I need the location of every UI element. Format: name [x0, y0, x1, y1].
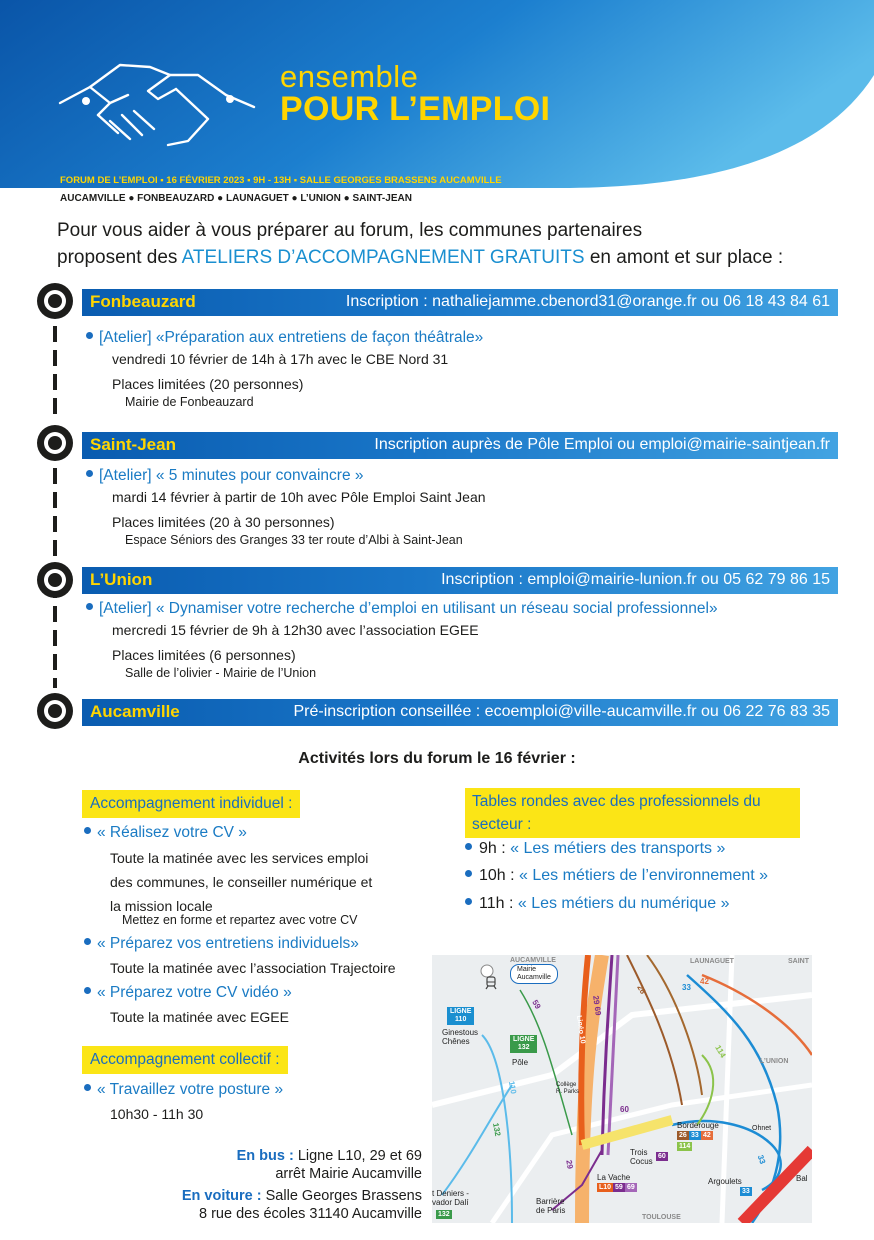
access-car-line2: 8 rue des écoles 31140 Aucamville [198, 1206, 422, 1222]
individuel-item-cv-video [84, 984, 292, 1002]
timeline-node-1 [37, 283, 73, 319]
map-badge: 33 [742, 1188, 750, 1195]
table-ronde-numerique [465, 895, 730, 913]
bullet-icon [86, 332, 93, 339]
individuel-cv-desc [110, 846, 372, 918]
individuel-heading: Accompagnement individuel : [82, 790, 300, 818]
table-ronde-environnement [465, 867, 768, 885]
atelier-title [86, 467, 486, 485]
commune-inscription: Inscription : nathaliejamme.cbenord31@orange.fr ou 06 18 43 84 61 [345, 293, 830, 310]
bullet-icon [465, 843, 472, 850]
access-bus-line2: arrêt Mairie Aucamville [275, 1166, 422, 1182]
intro-post: en amont et sur place : [584, 247, 784, 268]
map-label-saint: SAINT [788, 958, 809, 965]
bullet-icon [465, 898, 472, 905]
map-badge: 59 [615, 1184, 623, 1191]
hour: 9h : [479, 840, 511, 857]
map-line-number: 42 [700, 977, 709, 986]
atelier-when: mardi 14 février à partir de 10h avec Pôle Emploi Saint Jean [112, 489, 486, 505]
handshake-icon [58, 45, 258, 155]
map-badge: 33 [691, 1132, 699, 1139]
map-badge: 26 [679, 1132, 687, 1139]
commune-inscription: Inscription : emploi@mairie-lunion.fr ou 05 62 79 86 15 [441, 571, 830, 588]
desc-line: la mission locale [110, 898, 213, 914]
atelier-location: Salle de l’olivier - Mairie de l’Union [125, 666, 317, 680]
item-title: « Préparez votre CV vidéo » [97, 984, 292, 1001]
map-badge: 132 [438, 1211, 450, 1218]
commune-bar-aucamville [82, 699, 838, 726]
map-label-lineo: Linéo 10 [575, 1015, 586, 1045]
table-ronde-transports [465, 840, 725, 858]
atelier-fonbeauzard [86, 329, 483, 409]
map-label-mairie: Mairie Aucamville [510, 964, 558, 984]
title: « Les métiers des transports » [510, 840, 726, 857]
map-badge: 69 [627, 1184, 635, 1191]
map-line-number: 26 [635, 983, 648, 996]
map-label-aucamville: AUCAMVILLE [510, 957, 556, 964]
desc-line: Toute la matinée avec les services emploi [110, 850, 369, 866]
atelier-lunion [86, 600, 718, 680]
atelier-title-text: [Atelier] « 5 minutes pour convaincre » [99, 467, 364, 484]
map-label-ginestous: Ginestous Chênes [442, 1028, 479, 1046]
intro-pre: proposent des [57, 247, 182, 268]
commune-bar-fonbeauzard [82, 289, 838, 316]
commune-bar-saint-jean [82, 432, 838, 459]
individuel-item-cv [84, 824, 247, 842]
train-icon [484, 976, 498, 990]
atelier-saint-jean [86, 467, 486, 547]
commune-name: Aucamville [90, 702, 180, 721]
hour: 11h : [479, 895, 518, 912]
map-line-number: 132 [491, 1122, 503, 1137]
commune-bar-lunion [82, 567, 838, 594]
bullet-icon [86, 470, 93, 477]
bus-text: Ligne L10, 29 et 69 [293, 1148, 422, 1164]
logo-ensemble: ensemble [280, 59, 419, 94]
heading-line: secteur : [472, 816, 532, 833]
map-line-number: 29 69 [591, 995, 603, 1017]
atelier-places: Places limitées (6 personnes) [112, 647, 296, 663]
map-label-argoulets: Argoulets [708, 1177, 742, 1186]
access-car [182, 1187, 422, 1223]
atelier-when: mercredi 15 février de 9h à 12h30 avec l’association EGEE [112, 622, 479, 638]
logo-pour-emploi: POUR L’EMPLOI [280, 90, 551, 128]
commune-inscription: Inscription auprès de Pôle Emploi ou emploi@mairie-saintjean.fr [374, 436, 830, 453]
intro-line-2 [57, 244, 857, 271]
map-label-ligne110: LIGNE 110 [447, 1007, 474, 1025]
item-title: « Réalisez votre CV » [97, 824, 247, 841]
atelier-places: Places limitées (20 personnes) [112, 376, 304, 392]
communes-line: AUCAMVILLE ● FONBEAUZARD ● LAUNAGUET ● L’UNION ● SAINT-JEAN [60, 193, 412, 204]
bullet-icon [86, 603, 93, 610]
intro-line-1: Pour vous aider à vous préparer au forum, les communes partenaires [57, 220, 643, 241]
timeline-node-2 [37, 425, 73, 461]
map-label-la-vache: La Vache [597, 1173, 631, 1182]
commune-name: Saint-Jean [90, 435, 176, 454]
atelier-location: Mairie de Fonbeauzard [125, 395, 254, 409]
map-label-ligne132: LIGNE 132 [510, 1035, 537, 1053]
atelier-title-text: [Atelier] « Dynamiser votre recherche d’emploi en utilisant un réseau social professionnel» [99, 600, 718, 617]
map-label-college: Collège R. Parks [556, 1082, 580, 1095]
desc-line: des communes, le conseiller numérique et [110, 874, 373, 890]
header-banner [0, 0, 874, 190]
car-text: Salle Georges Brassens [261, 1188, 422, 1204]
map-line-number: 33 [682, 983, 691, 992]
individuel-entretiens-desc: Toute la matinée avec l’association Trajectoire [110, 960, 396, 976]
map-label-borderouge: Borderouge [677, 1121, 719, 1130]
hour: 10h : [479, 867, 520, 884]
timeline [30, 280, 80, 730]
logo-text [280, 59, 551, 128]
map-label-barriere: Barrière de Paris [536, 1197, 566, 1215]
commune-name: Fonbeauzard [90, 292, 196, 311]
map-label-pole: Pôle [512, 1058, 529, 1067]
item-title: « Travaillez votre posture » [97, 1081, 284, 1098]
map-label-launaguet: LAUNAGUET [690, 958, 734, 965]
forum-info-line: FORUM DE L’EMPLOI ▪ 16 FÉVRIER 2023 ▪ 9H - 13H ▪ SALLE GEORGES BRASSENS AUCAMVILLE [60, 175, 502, 186]
commune-name: L’Union [90, 570, 153, 589]
car-label: En voiture : [181, 1188, 262, 1204]
commune-inscription: Pré-inscription conseillée : ecoemploi@ville-aucamville.fr ou 06 22 76 83 35 [293, 703, 830, 720]
atelier-title [86, 329, 483, 347]
intro-highlight: ATELIERS D’ACCOMPAGNEMENT GRATUITS [181, 247, 585, 268]
title: « Les métiers du numérique » [517, 895, 730, 912]
map-label-toulouse: TOULOUSE [642, 1214, 681, 1221]
intro-text [57, 217, 857, 271]
atelier-title [86, 600, 718, 618]
access-bus [237, 1147, 422, 1183]
map-badge: L10 [599, 1184, 612, 1191]
collectif-heading: Accompagnement collectif : [82, 1046, 288, 1074]
map-badge: 60 [658, 1153, 666, 1160]
activities-title: Activités lors du forum le 16 février : [298, 750, 576, 767]
individuel-cv-note: Mettez en forme et repartez avec votre CV [122, 913, 358, 927]
individuel-item-entretiens [84, 935, 359, 953]
map-label-trois-cocus: Trois Cocus [630, 1148, 653, 1166]
access-bus-line1 [237, 1147, 422, 1165]
bullet-icon [84, 938, 91, 945]
title: « Les métiers de l’environnement » [519, 867, 769, 884]
bus-label: En bus : [236, 1148, 294, 1164]
map-label-bal: Bal [796, 1174, 808, 1183]
map-label-deniers: t Deniers - vador Dalí [432, 1189, 469, 1207]
bullet-icon [84, 987, 91, 994]
collectif-posture-desc: 10h30 - 11h 30 [110, 1106, 204, 1122]
map-line-number: 59 [530, 998, 543, 1011]
map-line-number: 60 [620, 1105, 629, 1114]
timeline-node-4 [37, 693, 73, 729]
access-car-line1 [182, 1187, 422, 1205]
atelier-title-text: [Atelier] «Préparation aux entretiens de façon théâtrale» [99, 329, 484, 346]
individuel-cv-video-desc: Toute la matinée avec EGEE [110, 1009, 289, 1025]
timeline-node-3 [37, 562, 73, 598]
item-title: « Préparez vos entretiens individuels» [97, 935, 359, 952]
map-badge: 42 [703, 1132, 711, 1139]
transport-map [432, 955, 812, 1223]
heading-line: Tables rondes avec des professionnels du [472, 793, 761, 810]
map-badge: 114 [679, 1143, 691, 1150]
map-line-number: 114 [713, 1043, 728, 1060]
atelier-places: Places limitées (20 à 30 personnes) [112, 514, 335, 530]
bullet-icon [465, 870, 472, 877]
map-line-number: 29 [564, 1159, 575, 1170]
bullet-icon [84, 1084, 91, 1091]
bullet-icon [84, 827, 91, 834]
map-label-ohnet: Ohnet [752, 1125, 772, 1132]
atelier-when: vendredi 10 février de 14h à 17h avec le CBE Nord 31 [112, 351, 449, 367]
tables-rondes-heading [465, 788, 800, 838]
map-line-number: 33 [755, 1153, 768, 1166]
map-line-number: 110 [506, 1080, 519, 1095]
collectif-item-posture [84, 1081, 283, 1099]
atelier-location: Espace Séniors des Granges 33 ter route d’Albi à Saint-Jean [125, 533, 463, 547]
map-label-lunion: L’UNION [760, 1058, 789, 1065]
